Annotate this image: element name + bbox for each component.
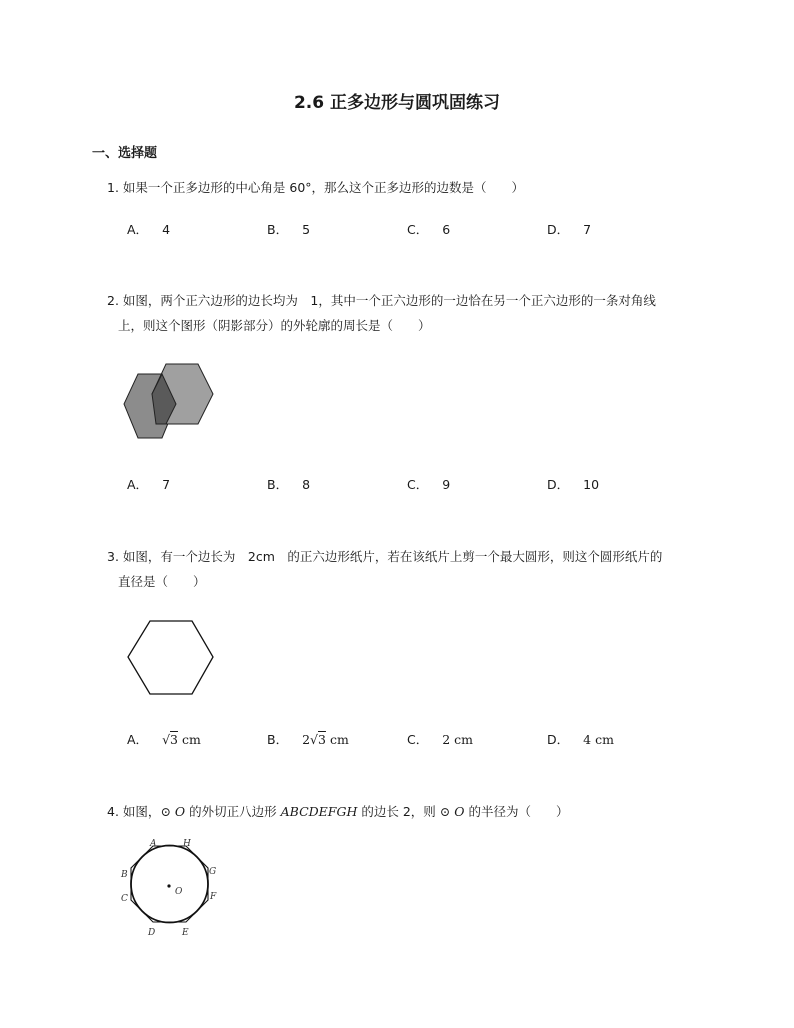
hexagon-paper-figure [124,618,218,698]
question-number: 2. [107,293,119,308]
label-a: A [150,839,157,849]
label-e: E [182,928,189,938]
q1-option-a: A． 4 [127,222,171,237]
q1-option-d: D． 7 [547,222,592,237]
octagon-circle-figure [112,836,228,942]
q3-option-c: C． 2 cm [407,732,474,747]
label-d: D [148,928,156,938]
question-2-line-1 [107,288,656,314]
q3-option-a: A． √3 cm [127,732,201,747]
question-1 [107,175,524,201]
inscribed-circle [131,846,208,923]
q1-option-b: B． 5 [267,222,311,237]
page-title: 2.6 正多边形与圆巩固练习 [293,93,501,113]
question-3-line-2: 直径是（ ） [118,574,206,589]
label-o: O [175,887,183,897]
hexagon [128,621,213,694]
question-number: 4. [107,804,119,819]
question-4: 4. 如图，⊙ O 的外切正八边形 ABCDEFGH 的边长 2，则 ⊙ O 的半径为（ ） [107,804,569,819]
q3-option-b: B． 2√3 cm [267,732,349,747]
label-f: F [210,892,217,902]
q2-option-a: A． 7 [127,477,171,492]
center-dot [167,884,170,887]
q2-option-c: C． 9 [407,477,451,492]
octagon-name: ABCDEFGH [280,804,358,819]
section-heading: 一、选择题 [92,146,158,161]
question-2-line-2: 上，则这个图形（阴影部分）的外轮廓的周长是（ ） [118,318,431,333]
label-g: G [209,867,217,877]
question-number: 1. [107,180,119,195]
question-text: 如图，两个正六边形的边长均为 1，其中一个正六边形的一边恰在另一个正六边形的一条对角线 [122,293,656,308]
label-c: C [121,894,128,904]
question-text: 如果一个正多边形的中心角是 60°，那么这个正多边形的边数是（ ） [122,180,525,195]
question-number: 3. [107,549,119,564]
label-h: H [183,839,191,849]
q2-option-d: D． 10 [547,477,600,492]
q2-option-b: B． 8 [267,477,311,492]
circle-symbol: ⊙ [160,804,171,819]
question-3-line-1 [107,544,662,570]
q1-option-c: C． 6 [407,222,451,237]
label-b: B [121,870,128,880]
overlapping-hexagons-figure [118,360,218,444]
question-text: 如图，有一个边长为 2cm 的正六边形纸片，若在该纸片上剪一个最大圆形，则这个圆形纸片的 [122,549,663,564]
q3-option-d: D． 4 cm [547,732,614,747]
